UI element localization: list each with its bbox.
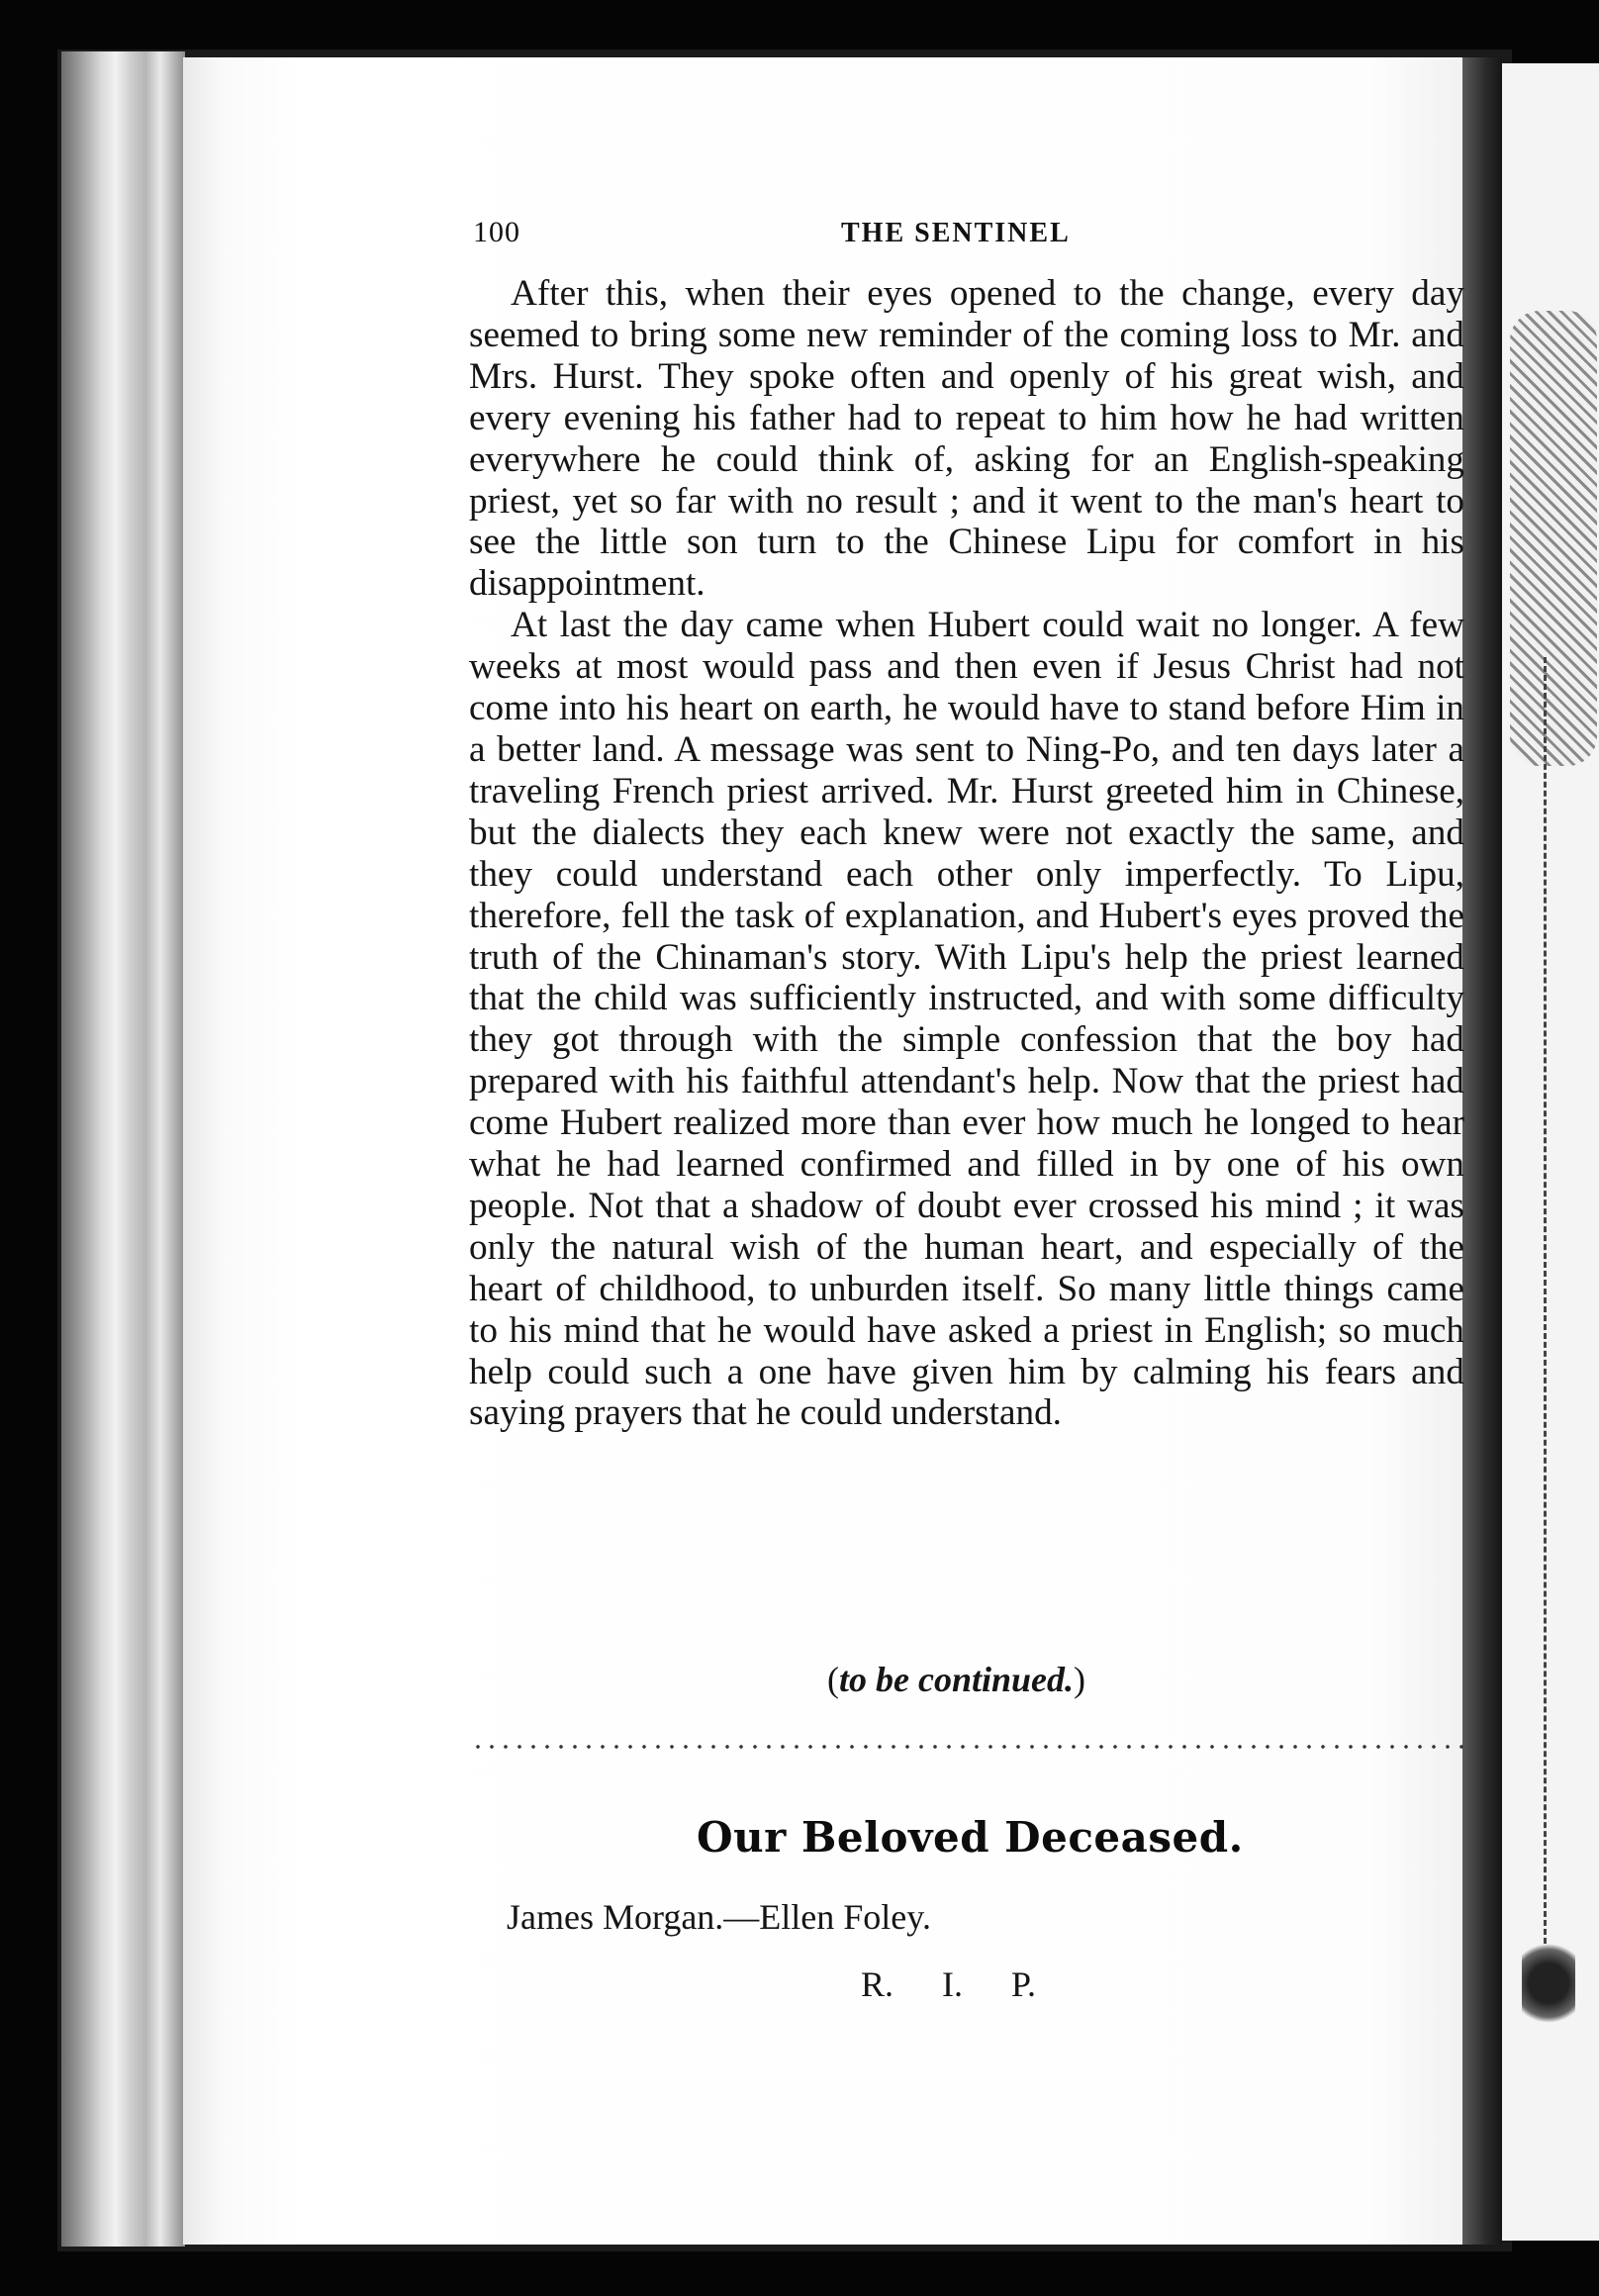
- deceased-names: James Morgan.—Ellen Foley.: [507, 1897, 931, 1937]
- article-body: [469, 273, 1464, 1434]
- facing-page-edge: [1502, 63, 1599, 2241]
- continued-open-paren: (: [827, 1660, 839, 1699]
- ornamental-divider: [471, 1742, 1466, 1752]
- continued-text: to be continued.: [839, 1660, 1075, 1699]
- gutter-shadow: [1462, 57, 1502, 2245]
- paragraph: After this, when their eyes opened to the change, every day seemed to bring some new reminder of the coming loss to Mr. and Mrs. Hurst. They spoke often and openly of his great wish, and every evening his father had to repeat to him how he had written everywhere he could think of, asking for an English-speaking priest, yet so far with no result ; and it went to the man's heart to see the little son turn to the Chinese Lipu for comfort in his disappointment.: [469, 273, 1464, 605]
- section-title: Our Beloved Deceased.: [697, 1813, 1244, 1862]
- paragraph: At last the day came when Hubert could wait no longer. A few weeks at most would pass and then even if Jesus Christ had not come into his heart on earth, he would have to stand before Him in a better land. A message was sent to Ning-Po, and ten days later a traveling French priest arrived. Mr. Hurst greeted him in Chinese, but the dialects they each knew were not exactly the same, and they could understand each other only imperfectly. To Lipu, therefore, fell the task of explanation, and Hubert's eyes proved the truth of the Chinaman's story. With Lipu's help the priest learned that the child was sufficiently instructed, and with some difficulty they got through with the simple confession that the boy had prepared with his faithful attendant's help. Now that the priest had come Hubert realized more than ever how much he longed to hear what he had learned confirmed and filled in by one of his own people. Not that a shadow of doubt ever crossed his mind ; it was only the natural wish of the human heart, and especially of the heart of childhood, to unburden itself. So many little things came to his mind that he would have asked a priest in English; so much help could such a one have given him by calming his fears and saying prayers that he could understand.: [469, 605, 1464, 1434]
- page-edges: [61, 51, 185, 2247]
- ornament-illustration: [1510, 311, 1597, 766]
- continued-note: [827, 1659, 1085, 1700]
- page-number: 100: [473, 216, 520, 248]
- running-header: [473, 216, 1468, 255]
- rip-line: R. I. P.: [861, 1964, 1037, 2004]
- tassel-ornament: [1522, 1934, 1575, 2033]
- running-title: THE SENTINEL: [841, 218, 1071, 248]
- decorative-border: [1544, 657, 1547, 1944]
- continued-close-paren: ): [1074, 1660, 1086, 1699]
